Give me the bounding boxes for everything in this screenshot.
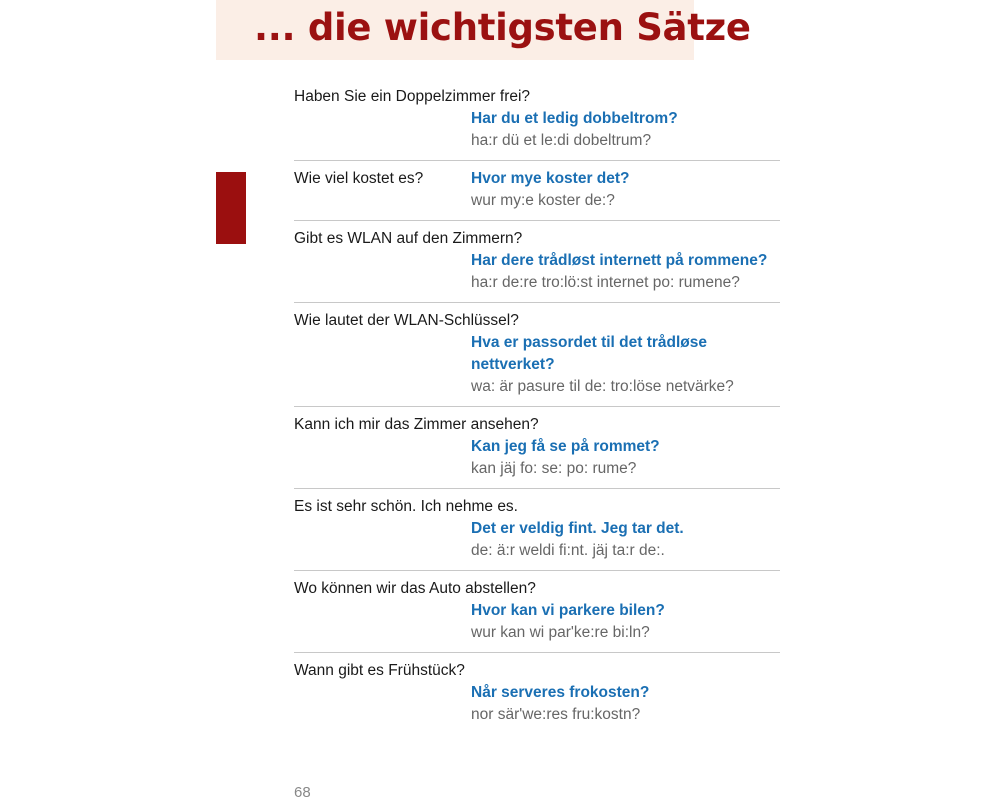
german-phrase: Wie viel kostet es? [294, 170, 424, 187]
pronunciation: de: ä:r weldi fi:nt. jäj ta:r de:. [471, 542, 665, 559]
phrase-entry [294, 228, 780, 303]
phrase-entry [294, 660, 780, 734]
norwegian-phrase: Hvor kan vi parkere bilen? [471, 602, 665, 619]
german-phrase: Wie lautet der WLAN-Schlüssel? [294, 312, 519, 329]
norwegian-phrase: Har dere trådløst internett på rommene? [471, 252, 768, 269]
phrase-entry [294, 310, 780, 407]
pronunciation: nor sär'we:res fru:kostn? [471, 706, 641, 723]
phrase-entry [294, 496, 780, 571]
page-title: ... die wichtigsten Sätze [254, 6, 751, 49]
phrase-entry [294, 168, 780, 221]
phrase-entry [294, 86, 780, 161]
phrase-entry [294, 414, 780, 489]
german-phrase: Wo können wir das Auto abstellen? [294, 580, 536, 597]
german-phrase: Gibt es WLAN auf den Zimmern? [294, 230, 523, 247]
german-phrase: Es ist sehr schön. Ich nehme es. [294, 498, 518, 515]
german-phrase: Kann ich mir das Zimmer ansehen? [294, 416, 539, 433]
german-phrase: Wann gibt es Frühstück? [294, 662, 465, 679]
norwegian-phrase: Hvor mye koster det? [471, 170, 630, 187]
pronunciation: wa: är pasure til de: tro:löse netvärke? [471, 378, 734, 395]
norwegian-phrase: Kan jeg få se på rommet? [471, 438, 660, 455]
norwegian-phrase: Hva er passordet til det trådløse nettverket? [471, 334, 708, 373]
page-number: 68 [294, 784, 311, 800]
norwegian-phrase: Det er veldig fint. Jeg tar det. [471, 520, 684, 537]
pronunciation: ha:r de:re tro:lö:st internet po: rumene? [471, 274, 740, 291]
phrase-list [294, 86, 780, 741]
phrase-entry [294, 578, 780, 653]
norwegian-phrase: Har du et ledig dobbeltrom? [471, 110, 678, 127]
pronunciation: kan jäj fo: se: po: rume? [471, 460, 637, 477]
german-phrase: Haben Sie ein Doppelzimmer frei? [294, 88, 531, 105]
pronunciation: wur my:e koster de:? [471, 192, 615, 209]
chapter-tab-marker [216, 172, 246, 244]
pronunciation: wur kan wi par'ke:re bi:ln? [471, 624, 650, 641]
pronunciation: ha:r dü et le:di dobeltrum? [471, 132, 652, 149]
norwegian-phrase: Når serveres frokosten? [471, 684, 650, 701]
